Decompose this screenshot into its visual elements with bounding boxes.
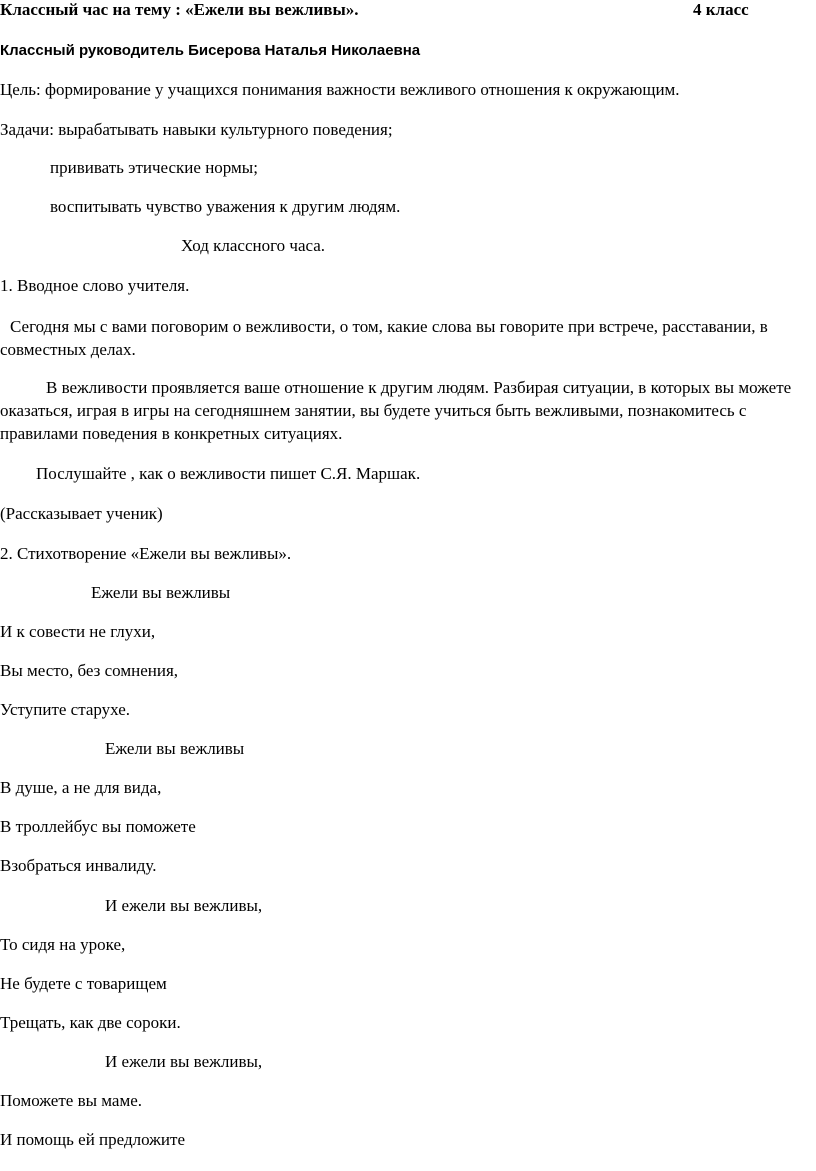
stanza1-title: Ежели вы вежливы: [91, 583, 231, 602]
stanza1-line-1: И к совести не глухи,: [0, 622, 156, 641]
intro-paragraph-3: Послушайте , как о вежливости пишет С.Я. Маршак.: [36, 464, 421, 483]
intro-paragraph-1: Сегодня мы с вами поговорим о вежливости, о том, какие слова вы говорите при встрече, расставании, в совместных делах.: [0, 317, 768, 359]
intro-paragraph-2: В вежливости проявляется ваше отношение к другим людям. Разбирая ситуации, в которых вы можете оказаться, играя в игры на сегодняшнем занятии, вы будете учиться быть вежливыми, познакомитесь с правилами поведения в конкретных ситуациях.: [0, 378, 792, 443]
stanza4-line-1: Поможете вы маме.: [0, 1091, 143, 1110]
task-item-3: воспитывать чувство уважения к другим людям.: [50, 197, 401, 216]
teacher-line: Классный руководитель Бисерова Наталья Николаевна: [0, 42, 421, 59]
section1-heading: 1. Вводное слово учителя.: [0, 276, 190, 295]
stanza4-line-2: И помощь ей предложите: [0, 1130, 185, 1149]
stanza4-title: И ежели вы вежливы,: [105, 1052, 263, 1071]
course-title: Ход классного часа.: [181, 236, 326, 255]
stanza3-title: И ежели вы вежливы,: [105, 896, 263, 915]
student-note: (Рассказывает ученик): [0, 504, 163, 523]
stanza3-line-3: Трещать, как две сороки.: [0, 1013, 181, 1032]
stanza1-line-2: Вы место, без сомнения,: [0, 661, 179, 680]
grade-label: 4 класс: [693, 0, 749, 19]
section2-heading: 2. Стихотворение «Ежели вы вежливы».: [0, 544, 292, 563]
task-item-2: прививать этические нормы;: [50, 158, 258, 177]
stanza2-line-2: В троллейбус вы поможете: [0, 817, 196, 836]
stanza2-title: Ежели вы вежливы: [105, 739, 245, 758]
stanza3-line-1: То сидя на уроке,: [0, 935, 126, 954]
document-title: Классный час на тему : «Ежели вы вежливы».: [0, 0, 359, 19]
stanza2-line-3: Взобраться инвалиду.: [0, 856, 157, 875]
stanza3-line-2: Не будете с товарищем: [0, 974, 167, 993]
tasks-line: Задачи: вырабатывать навыки культурного поведения;: [0, 120, 393, 139]
goal-line: Цель: формирование у учащихся понимания важности вежливого отношения к окружающим.: [0, 80, 680, 99]
stanza2-line-1: В душе, а не для вида,: [0, 778, 162, 797]
stanza1-line-3: Уступите старухе.: [0, 700, 131, 719]
